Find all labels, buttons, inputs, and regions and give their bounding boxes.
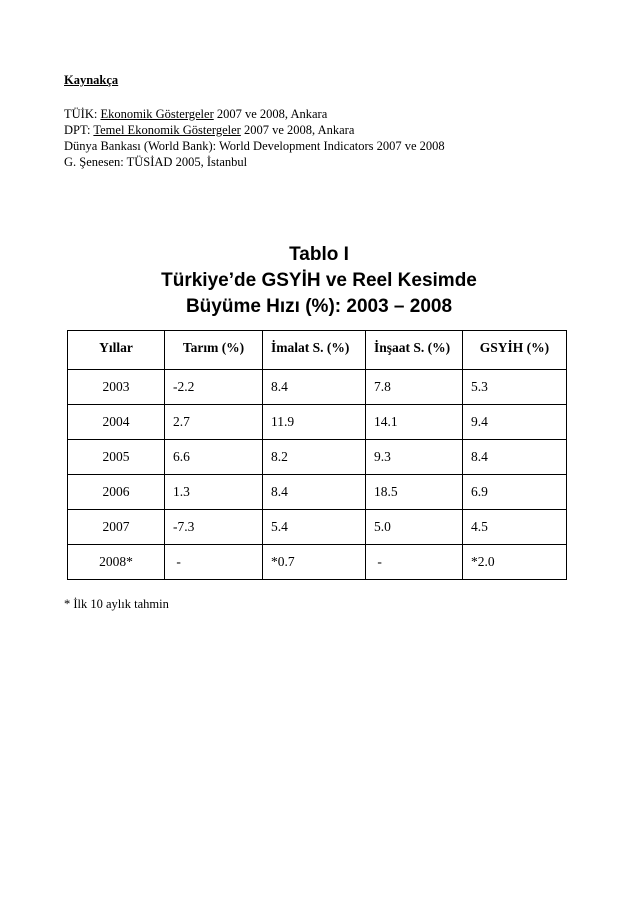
cell-agriculture: 1.3 xyxy=(165,475,263,510)
reference-source: TÜİK: xyxy=(64,107,101,121)
cell-construction: - xyxy=(366,545,463,580)
column-header-construction: İnşaat S. (%) xyxy=(366,331,463,370)
table-title-line-2: Türkiye’de GSYİH ve Reel Kesimde xyxy=(161,270,477,291)
cell-agriculture: 6.6 xyxy=(165,440,263,475)
table-row xyxy=(68,510,567,545)
cell-gdp: 8.4 xyxy=(463,440,567,475)
cell-construction: 18.5 xyxy=(366,475,463,510)
reference-title: Temel Ekonomik Göstergeler xyxy=(93,123,241,137)
table-row xyxy=(68,370,567,405)
cell-gdp: 4.5 xyxy=(463,510,567,545)
cell-gdp: 5.3 xyxy=(463,370,567,405)
cell-agriculture: - xyxy=(165,545,263,580)
column-header-manufacturing: İmalat S. (%) xyxy=(263,331,366,370)
cell-construction: 14.1 xyxy=(366,405,463,440)
references-section xyxy=(64,72,445,170)
reference-item xyxy=(64,154,445,170)
cell-year: 2008* xyxy=(68,545,165,580)
cell-year: 2006 xyxy=(68,475,165,510)
table-row xyxy=(68,405,567,440)
reference-title: Ekonomik Göstergeler xyxy=(100,107,214,121)
cell-construction: 9.3 xyxy=(366,440,463,475)
cell-manufacturing: 5.4 xyxy=(263,510,366,545)
reference-item xyxy=(64,106,445,122)
cell-agriculture: -7.3 xyxy=(165,510,263,545)
cell-manufacturing: 8.4 xyxy=(263,475,366,510)
cell-manufacturing: 8.4 xyxy=(263,370,366,405)
cell-agriculture: 2.7 xyxy=(165,405,263,440)
table-title-line-1: Tablo I xyxy=(289,244,349,265)
cell-manufacturing: 8.2 xyxy=(263,440,366,475)
cell-construction: 7.8 xyxy=(366,370,463,405)
cell-year: 2007 xyxy=(68,510,165,545)
reference-detail: 2007 ve 2008, Ankara xyxy=(240,123,355,137)
cell-construction: 5.0 xyxy=(366,510,463,545)
column-header-gdp: GSYİH (%) xyxy=(463,331,567,370)
reference-item xyxy=(64,138,445,154)
cell-year: 2003 xyxy=(68,370,165,405)
table-row xyxy=(68,440,567,475)
cell-manufacturing: 11.9 xyxy=(263,405,366,440)
table-row xyxy=(68,475,567,510)
column-header-years: Yıllar xyxy=(68,331,165,370)
growth-table xyxy=(67,330,567,580)
cell-year: 2004 xyxy=(68,405,165,440)
table-title-line-3: Büyüme Hızı (%): 2003 – 2008 xyxy=(185,296,453,317)
cell-manufacturing: *0.7 xyxy=(263,545,366,580)
reference-detail: 2007 ve 2008, Ankara xyxy=(213,107,328,121)
reference-source: DPT: xyxy=(64,123,94,137)
cell-agriculture: -2.2 xyxy=(165,370,263,405)
table-title xyxy=(0,242,638,320)
table-row xyxy=(68,545,567,580)
cell-gdp: *2.0 xyxy=(463,545,567,580)
column-header-agriculture: Tarım (%) xyxy=(165,331,263,370)
references-heading: Kaynakça xyxy=(64,73,119,87)
table-header-row xyxy=(68,331,567,370)
reference-source: G. Şenesen: TÜSİAD 2005, İstanbul xyxy=(64,155,248,169)
reference-item xyxy=(64,122,445,138)
reference-source: Dünya Bankası (World Bank): World Development Indicators 2007 ve 2008 xyxy=(64,139,445,153)
table-footnote: * İlk 10 aylık tahmin xyxy=(64,597,169,611)
cell-gdp: 9.4 xyxy=(463,405,567,440)
cell-gdp: 6.9 xyxy=(463,475,567,510)
cell-year: 2005 xyxy=(68,440,165,475)
